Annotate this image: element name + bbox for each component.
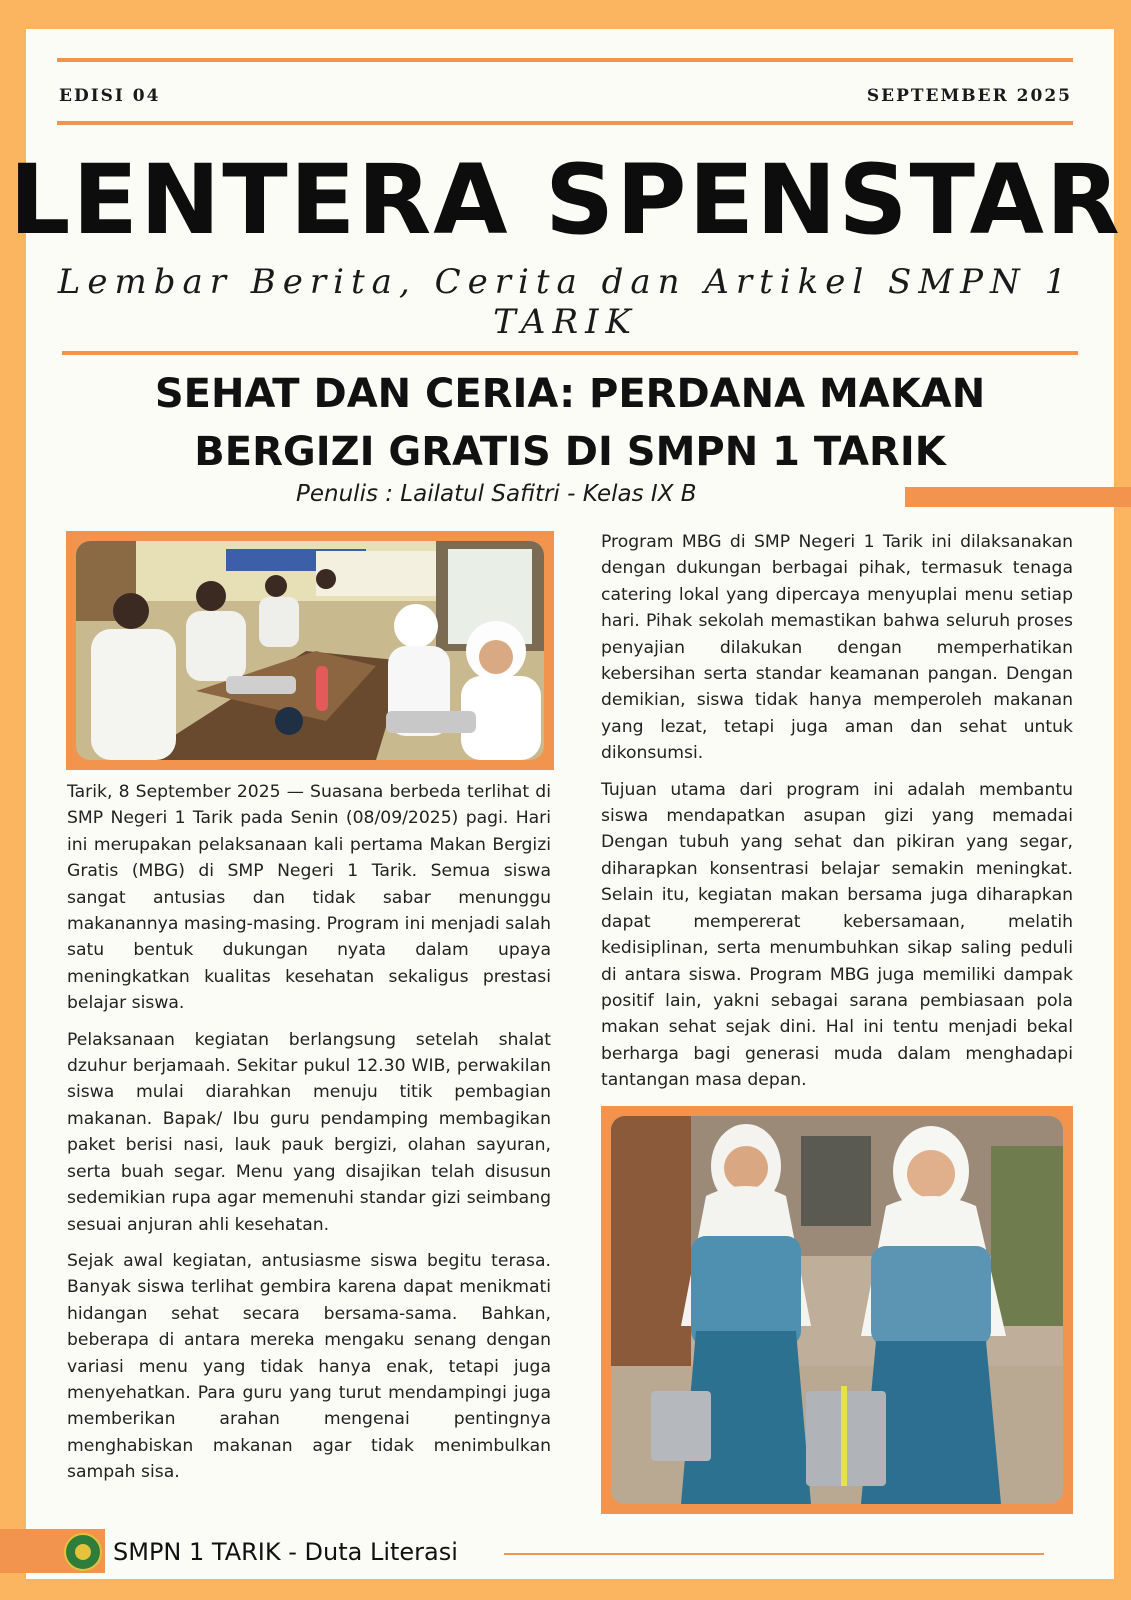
edition-date: SEPTEMBER 2025 [866, 86, 1072, 106]
footer-rule [504, 1553, 1044, 1555]
top-rule [57, 58, 1073, 62]
article-headline [60, 365, 1080, 481]
edition-label: EDISI 04 [59, 86, 161, 106]
article-paragraph: Sejak awal kegiatan, antusiasme siswa begitu terasa. Banyak siswa terlihat gembira karena dapat menikmati hidangan sehat secara bersama-sama. Bahkan, beberapa di antara mereka mengaku senang dengan variasi menu yang tidak hanya enak, tetapi juga menyehatkan. Para guru yang turut mendampingi juga memberikan arahan mengenai pentingnya menghabiskan makanan agar tidak menimbulkan sampah sisa. [67, 1250, 551, 1483]
footer-label: SMPN 1 TARIK - Duta Literasi [113, 1538, 458, 1566]
decorative-bar-right [905, 487, 1131, 507]
article-paragraph: Tarik, 8 September 2025 — Suasana berbeda terlihat di SMP Negeri 1 Tarik pada Senin (08/09/2025) pagi. Hari ini merupakan pelaksanaan kali pertama Makan Bergizi Gratis (MBG) di SMP Negeri 1 Tarik. Semua siswa sangat antusias dan tidak sabar menunggu makanannya masing-masing. Program ini menjadi salah satu bentuk dukungan nyata dalam upaya meningkatkan kualitas kesehatan sekaligus prestasi belajar siswa. [67, 782, 551, 1014]
masthead-rule [62, 351, 1078, 355]
header-rule [57, 121, 1073, 125]
article-column-right [601, 529, 1073, 1104]
article-paragraph: Tujuan utama dari program ini adalah membantu siswa mendapatkan asupan gizi yang memadai Dengan tubuh yang sehat dan pikiran yang segar, diharapkan konsentrasi belajar semakin meningkat. Selain itu, kegiatan makan bersama juga diharapkan dapat mempererat kebersamaan, melatih kedisiplinan, serta menumbuhkan sikap saling peduli di antara siswa. Program MBG juga memiliki dampak positif lain, yakni sebagai sarana pembiasaan pola makan sehat sejak dini. Hal ini tentu menjadi bekal berharga bagi generasi muda dalam menghadapi tantangan masa depan. [601, 779, 1073, 1091]
headline-line-2: BERGIZI GRATIS DI SMPN 1 TARIK [194, 429, 946, 475]
article-column-left [67, 779, 551, 1496]
students-with-trays-illustration [611, 1116, 1063, 1504]
headline-line-1: SEHAT DAN CERIA: PERDANA MAKAN [154, 371, 986, 417]
photo-students-carrying-trays [601, 1106, 1073, 1514]
masthead-tagline: Lembar Berita, Cerita dan Artikel SMPN 1 TARIK [57, 262, 1074, 342]
school-logo-icon [64, 1533, 102, 1571]
article-paragraph: Program MBG di SMP Negeri 1 Tarik ini dilaksanakan dengan dukungan berbagai pihak, termasuk tenaga catering lokal yang dipercaya menyuplai menu setiap hari. Pihak sekolah memastikan bahwa seluruh proses penyajian dilakukan dengan memperhatikan kebersihan serta standar keamanan pangan. Dengan demikian, siswa tidak hanya memperoleh makanan yang lezat, tetapi juga aman dan sehat untuk dikonsumsi. [601, 532, 1073, 764]
classroom-lunch-illustration [76, 541, 544, 760]
masthead-title: LENTERA SPENSTAR [9, 144, 1122, 256]
photo-students-eating [66, 531, 554, 770]
article-paragraph: Pelaksanaan kegiatan berlangsung setelah shalat dzuhur berjamaah. Sekitar pukul 12.30 WIB, perwakilan siswa mulai diarahkan menuju titik pembagian makanan. Bapak/ Ibu guru pendamping membagikan paket berisi nasi, lauk pauk bergizi, olahan sayuran, serta buah segar. Menu yang disajikan telah disusun sedemikian rupa agar memenuhi standar gizi seimbang sesuai anjuran ahli kesehatan. [67, 1029, 551, 1235]
article-byline: Penulis : Lailatul Safitri - Kelas IX B [296, 481, 697, 507]
photo-students-eating-image [76, 541, 544, 760]
photo-students-carrying-trays-image [611, 1116, 1063, 1504]
